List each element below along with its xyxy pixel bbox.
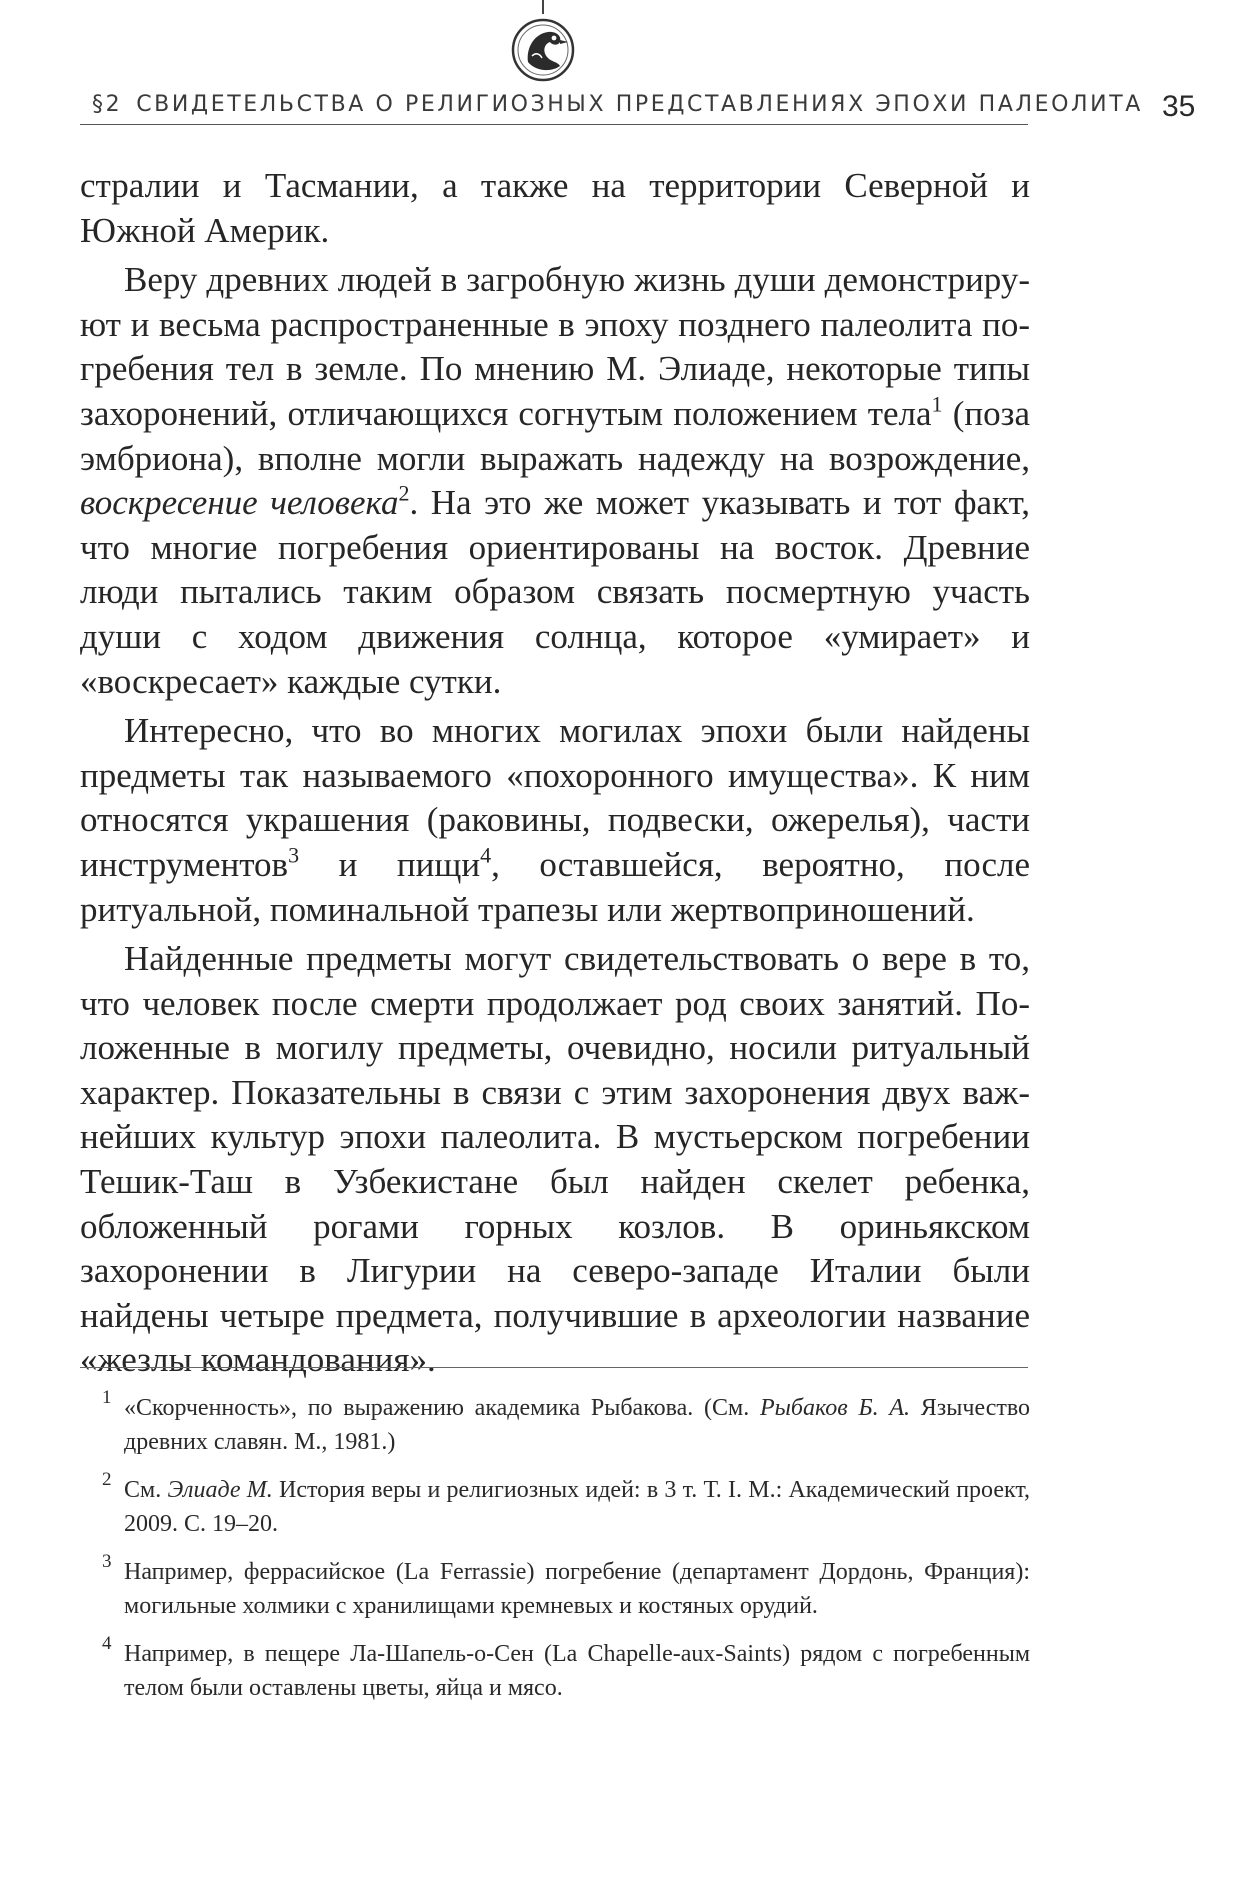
footnote-3: [80, 1551, 1030, 1623]
footnote-number: 2: [102, 1469, 112, 1490]
footnote-2-text-b: История веры и религиозных идей: в 3 т. Т. I. М.: Академический проект, 2009. С. 19–20.: [124, 1477, 1031, 1537]
footnote-ref-4[interactable]: 4: [480, 842, 492, 868]
footnote-1-italic: Рыбаков Б. А.: [759, 1395, 911, 1421]
footnote-2: [80, 1469, 1031, 1541]
footnote-1: [80, 1387, 1031, 1459]
footnote-ref-2[interactable]: 2: [398, 480, 410, 506]
footnote-number: 1: [102, 1387, 112, 1408]
bird-medallion-icon: [508, 0, 578, 86]
paragraph-3-text-a: Интересно, что во многих могилах эпохи были найдены предметы так называемого «похоронного имущества». К ним относятся украшения (раковины, подвески, ожерелья), части инструментов: [80, 711, 1030, 884]
main-text: [80, 164, 1030, 1388]
paragraph-2-text-a: Веру древних людей в загробную жизнь души демонстрируют и весьма распространенные в эпоху позднего палеолита погребения тел в земле. По мнению М. Элиаде, некоторые типы захоронений, отличающихся согнутым положением тела: [80, 260, 1030, 433]
footnote-2-text-a: См.: [124, 1477, 168, 1503]
paragraph-3-text-c: , оставшейся, вероятно, после ритуальной, поминальной трапезы или жертвоприношений.: [80, 844, 1030, 929]
running-head: [92, 92, 1143, 117]
page-number: 35: [1162, 90, 1196, 123]
paragraph-1: [80, 164, 1030, 253]
paragraph-2-italic: воскресение человека: [80, 483, 399, 523]
paragraph-2-text-c: . На это же может указывать и тот факт, что многие погребения ориентированы на восток. Древние люди пытались таким образом связать посмертную участь души с ходом движения солнца, которое «умирает» и «воскресает» каждые сутки.: [80, 483, 1030, 701]
footnote-number: 4: [102, 1633, 112, 1654]
paragraph-3-text-b: и пищи: [299, 844, 481, 884]
paragraph-4-text: Найденные предметы могут свидетельствовать о вере в то, что человек после смерти продолжает род своих занятий. Положенные в могилу предметы, очевидно, носили ритуальный характер. Показательны в связи с этим захоронения двух важнейших культур эпохи палеолита. В мустьерском погребении Тешик-Таш в Узбекистане был найден скелет ребенка, обложенный рогами горных козлов. В ориньякском захоронении в Лигурии на северо-западе Италии были найдены четыре предмета, получившие в археологии название «жезлы командования».: [80, 939, 1030, 1380]
footnote-rule: [80, 1367, 1028, 1368]
footnote-ref-3[interactable]: 3: [288, 842, 300, 868]
paragraph-1-text: стралии и Тасмании, а также на территории Северной и Южной Америк.: [80, 166, 1030, 250]
footnote-ref-1[interactable]: 1: [931, 391, 943, 417]
running-title: СВИДЕТЕЛЬСТВА О РЕЛИГИОЗНЫХ ПРЕДСТАВЛЕНИЯХ ЭПОХИ ПАЛЕОЛИТА: [136, 92, 1143, 117]
footnote-3-text: Например, феррасийское (La Ferrassie) погребение (департамент Дордонь, Франция): могильные холмики с хранилищами кремневых и костяных орудий.: [124, 1559, 1030, 1619]
paragraph-4: [80, 937, 1030, 1383]
footnote-4-text: Например, в пещере Ла-Шапель-о-Сен (La Chapelle-aux-Saints) рядом с погребенным телом были оставлены цветы, яйца и мясо.: [124, 1641, 1030, 1701]
paragraph-2: [80, 258, 1030, 704]
footnote-2-italic: Элиаде М.: [167, 1477, 273, 1503]
footnote-1-text-a: «Скорченность», по выражению академика Рыбакова. (См.: [124, 1395, 760, 1421]
footnote-1-text-b: Язычество древних славян. М., 1981.): [124, 1395, 1031, 1455]
section-mark: §2: [92, 92, 123, 117]
footnote-number: 3: [102, 1551, 112, 1572]
paragraph-2-text-b: (поза эмбриона), вполне могли выражать надежду на возрождение,: [80, 393, 1030, 478]
footnotes: [80, 1387, 1031, 1720]
paragraph-3: [80, 709, 1030, 932]
footnote-4: [80, 1633, 1030, 1705]
header-rule: [80, 124, 1028, 125]
